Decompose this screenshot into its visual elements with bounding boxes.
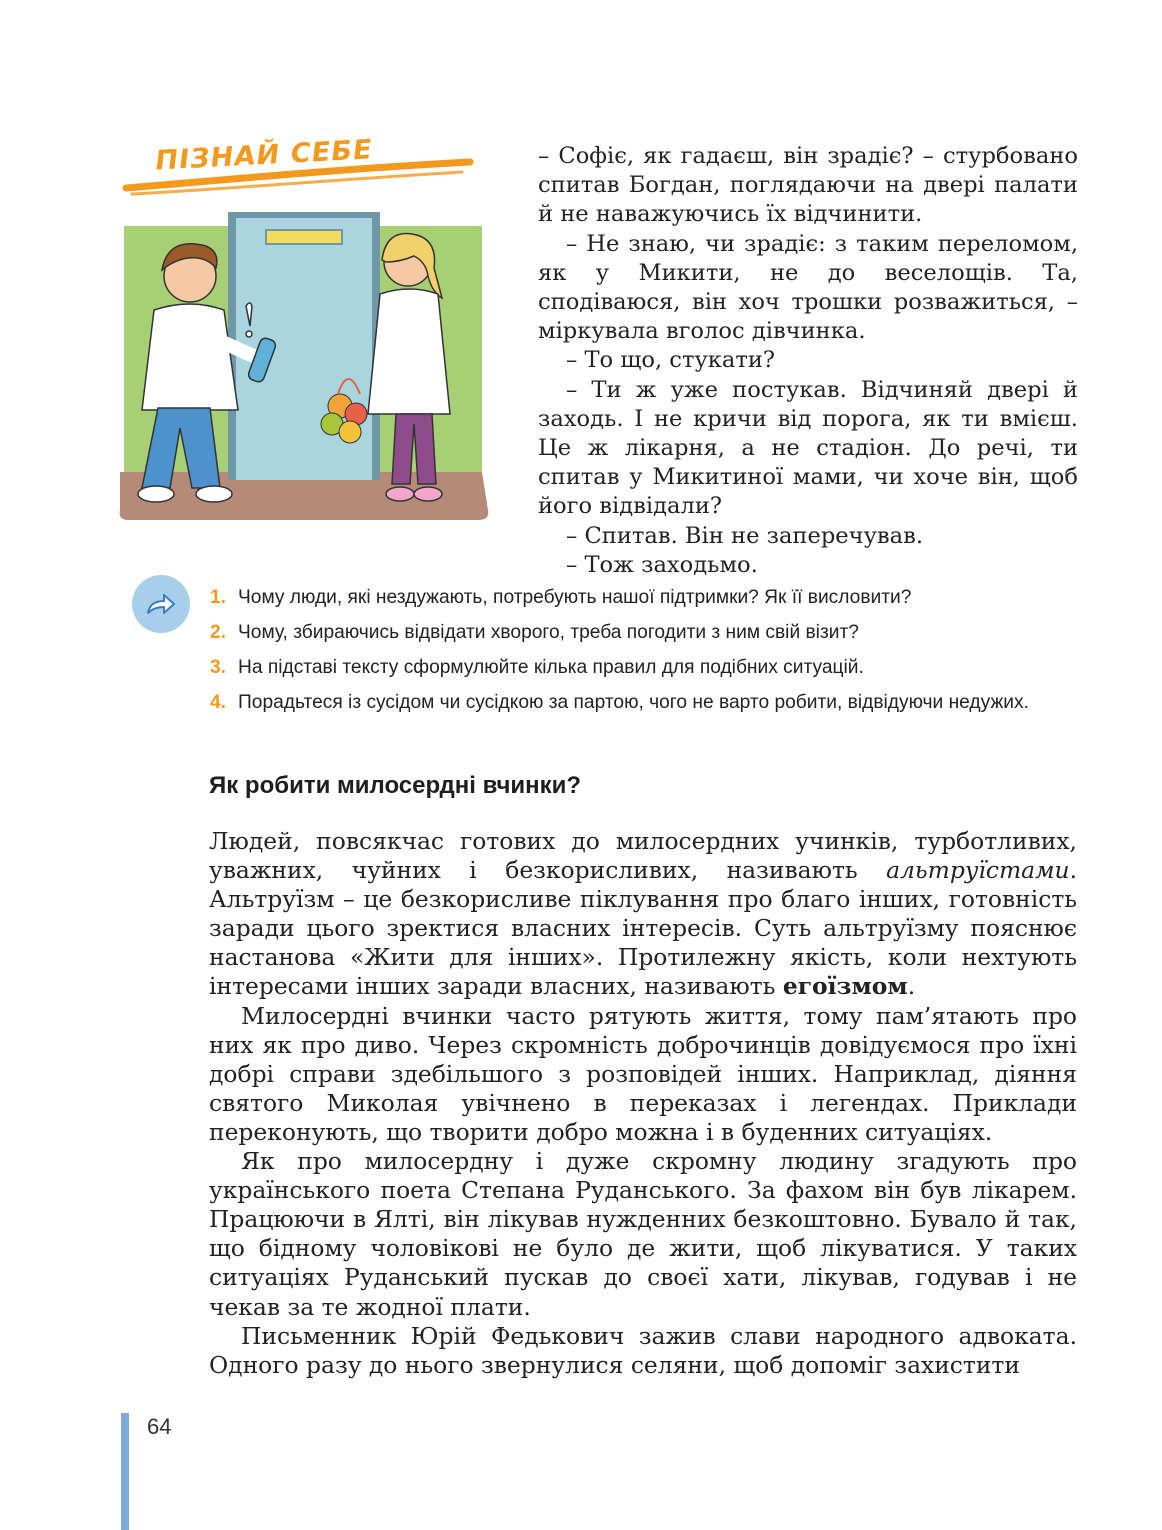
question-number: 2. bbox=[210, 622, 227, 643]
question-number: 4. bbox=[210, 692, 227, 713]
curved-arrow-icon bbox=[132, 575, 190, 633]
section-badge bbox=[122, 134, 474, 200]
paragraph-text: Людей, повсякчас готових до милосердних учинків, турботливих, уважних, чуйних і безкорисливих, називають bbox=[209, 827, 1077, 885]
dialogue-line: – То що, стукати? bbox=[566, 347, 776, 374]
questions-list bbox=[210, 584, 1090, 724]
dialogue-text bbox=[538, 142, 1078, 580]
paragraph-text: . Альтруїзм – це безкорисливе піклування про благо інших, готовність заради цього зректися власних інтересів. Суть альтруїзму пояснює настанова «Жити для інших». Протилежну якість, коли нехтують інтересами інших заради власних, називають bbox=[209, 856, 1077, 1001]
page-margin-bar bbox=[121, 1413, 129, 1530]
paragraph: Письменник Юрій Федькович зажив слави народного адвоката. Одного разу до нього звернулися селяни, щоб допоміг захистити bbox=[209, 1321, 1077, 1379]
paragraph: Як про милосердну і дуже скромну людину згадують про українського поета Степана Руданського. За фахом він був лікарем. Працюючи в Ялті, він лікував нужденних безкоштовно. Бувало й так, що бідному чоловікові не було де жити, щоб лікуватися. У таких ситуаціях Руданський пускав до своєї хати, лікував, годував і не чекав за те жодної плати. bbox=[209, 1147, 1077, 1321]
question-item bbox=[210, 584, 1090, 611]
term-egoism: егоїзмом bbox=[782, 972, 908, 1001]
dialogue-line: – Не знаю, чи зрадіє: з таким переломом, як у Микити, не до веселощів. Та, сподіваюся, він хоч трошки розважиться, – міркувала вголос дівчинка. bbox=[538, 230, 1078, 345]
body-text bbox=[209, 827, 1077, 1380]
paragraph-text: . bbox=[907, 972, 916, 1001]
question-number: 1. bbox=[210, 587, 227, 608]
question-number: 3. bbox=[210, 657, 227, 678]
paragraph: Милосердні вчинки часто рятують життя, тому пам’ятають про них як про диво. Через скромність доброчинців довідуємося про їхні добрі справи здебільшого з розповідей інших. Наприклад, діяння святого Миколая увічнено в переказах і легендах. Приклади переконують, що творити добро можна і в буденних ситуаціях. bbox=[209, 1001, 1077, 1146]
question-text: На підставі тексту сформулюйте кілька правил для подібних ситуацій. bbox=[238, 657, 864, 678]
doctors-at-door-illustration bbox=[118, 210, 490, 525]
badge-label: ПІЗНАЙ СЕБЕ bbox=[153, 134, 375, 177]
question-item bbox=[210, 689, 1090, 716]
question-text: Чому, збираючись відвідати хворого, треба погодити з ним свій візит? bbox=[238, 622, 859, 643]
question-text: Порадьтеся із сусідом чи сусідкою за партою, чого не варто робити, відвідуючи недужих. bbox=[238, 692, 1029, 713]
dialogue-line: – Спитав. Він не заперечував. bbox=[566, 522, 923, 549]
question-item bbox=[210, 619, 1090, 646]
dialogue-line: – Тож заходьмо. bbox=[566, 551, 758, 578]
term-altruists: альтруїстами bbox=[886, 856, 1070, 885]
question-item bbox=[210, 654, 1090, 681]
page-number: 64 bbox=[147, 1414, 172, 1439]
question-text: Чому люди, які нездужають, потребують нашої підтримки? Як її висловити? bbox=[238, 587, 912, 608]
paragraph bbox=[209, 827, 1077, 1002]
dialogue-line: – Ти ж уже постукав. Відчиняй двері й заходь. І не кричи від порога, як ти вмієш. Це ж лікарня, а не стадіон. До речі, ти спитав у Микитиної мами, чи хоче він, щоб його відвідали? bbox=[538, 376, 1078, 520]
dialogue-line: – Софіє, як гадаєш, він зрадіє? – стурбовано спитав Богдан, поглядаючи на двері палати й не наважуючись їх відчинити. bbox=[538, 143, 1078, 228]
section-title: Як робити милосердні вчинки? bbox=[209, 772, 582, 799]
